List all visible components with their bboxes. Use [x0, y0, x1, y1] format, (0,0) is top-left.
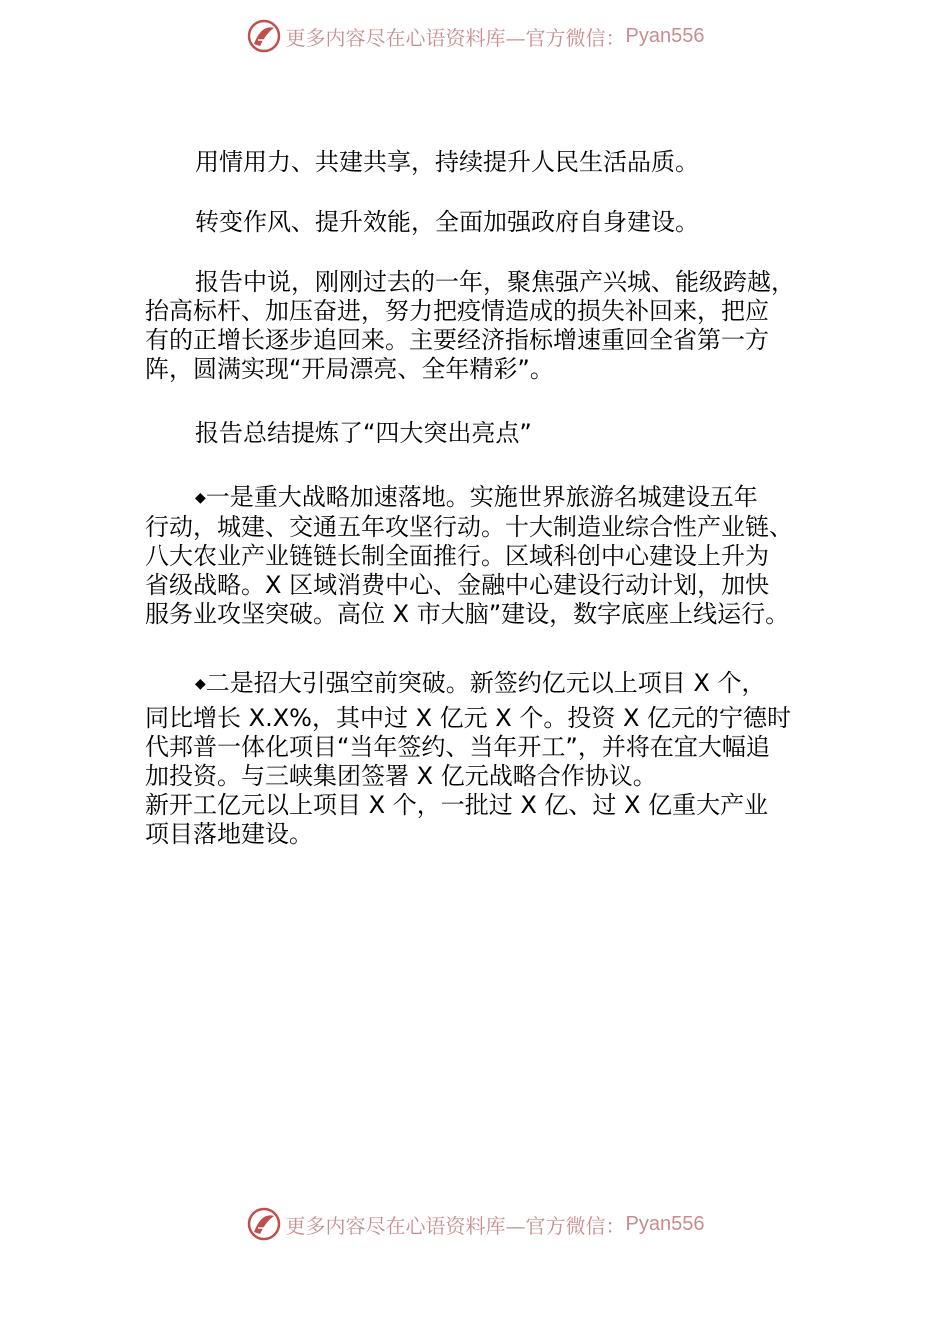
red-seal-logo-icon	[246, 1206, 282, 1242]
bullet-icon: ◆	[195, 676, 206, 692]
bullet-icon: ◆	[195, 490, 206, 506]
paragraph-3-line: 报告中说，刚刚过去的一年，聚焦强产兴城、能级跨越，	[195, 268, 795, 296]
footer-watermark	[0, 1204, 950, 1244]
watermark-text: 更多内容尽在心语资料库—官方微信：	[285, 25, 626, 50]
paragraph-6-line: 同比增长 X.X%，其中过 X 亿元 X 个。投资 X 亿元的宁德时	[145, 704, 792, 732]
paragraph-5-line: 行动，城建、交通五年攻坚行动。十大制造业综合性产业链、	[145, 513, 793, 541]
paragraph-3-line: 有的正增长逐步追回来。主要经济指标增速重回全省第一方	[145, 326, 769, 354]
paragraph-3	[145, 268, 825, 384]
paragraph-6-line: 加投资。与三峡集团签署 X 亿元战略合作协议。	[145, 762, 657, 790]
watermark-account: Pyan556	[625, 24, 705, 47]
paragraph-6	[145, 669, 825, 849]
document-body	[145, 148, 825, 849]
paragraph-5-line: ◆一是重大战略加速落地。实施世界旅游名城建设五年	[195, 483, 758, 511]
red-seal-logo-icon	[246, 18, 282, 54]
paragraph-5-line: 八大农业产业链链长制全面推行。区域科创中心建设上升为	[145, 542, 769, 570]
paragraph-1: 用情用力、共建共享，持续提升人民生活品质。	[195, 148, 699, 176]
watermark-text: 更多内容尽在心语资料库—官方微信：	[285, 1213, 626, 1238]
paragraph-3-line: 阵，圆满实现“开局漂亮、全年精彩”。	[145, 355, 554, 383]
watermark-account: Pyan556	[625, 1212, 705, 1235]
paragraph-5-line: 服务业攻坚突破。高位 X 市大脑”建设，数字底座上线运行。	[145, 600, 790, 628]
paragraph-6-line: 代邦普一体化项目“当年签约、当年开工”，并将在宜大幅追	[145, 733, 770, 761]
paragraph-6-line: 项目落地建设。	[145, 820, 313, 848]
paragraph-6-line: 新开工亿元以上项目 X 个，一批过 X 亿、过 X 亿重大产业	[145, 791, 769, 819]
paragraph-5-line: 省级战略。X 区域消费中心、金融中心建设行动计划，加快	[145, 571, 770, 599]
paragraph-3-line: 抬高标杆、加压奋进，努力把疫情造成的损失补回来，把应	[145, 297, 769, 325]
paragraph-2: 转变作风、提升效能，全面加强政府自身建设。	[195, 208, 699, 236]
paragraph-6-line: ◆二是招大引强空前突破。新签约亿元以上项目 X 个，	[195, 669, 766, 697]
header-watermark	[0, 16, 950, 56]
paragraph-5	[145, 483, 825, 629]
paragraph-4: 报告总结提炼了“四大突出亮点”	[195, 419, 532, 447]
